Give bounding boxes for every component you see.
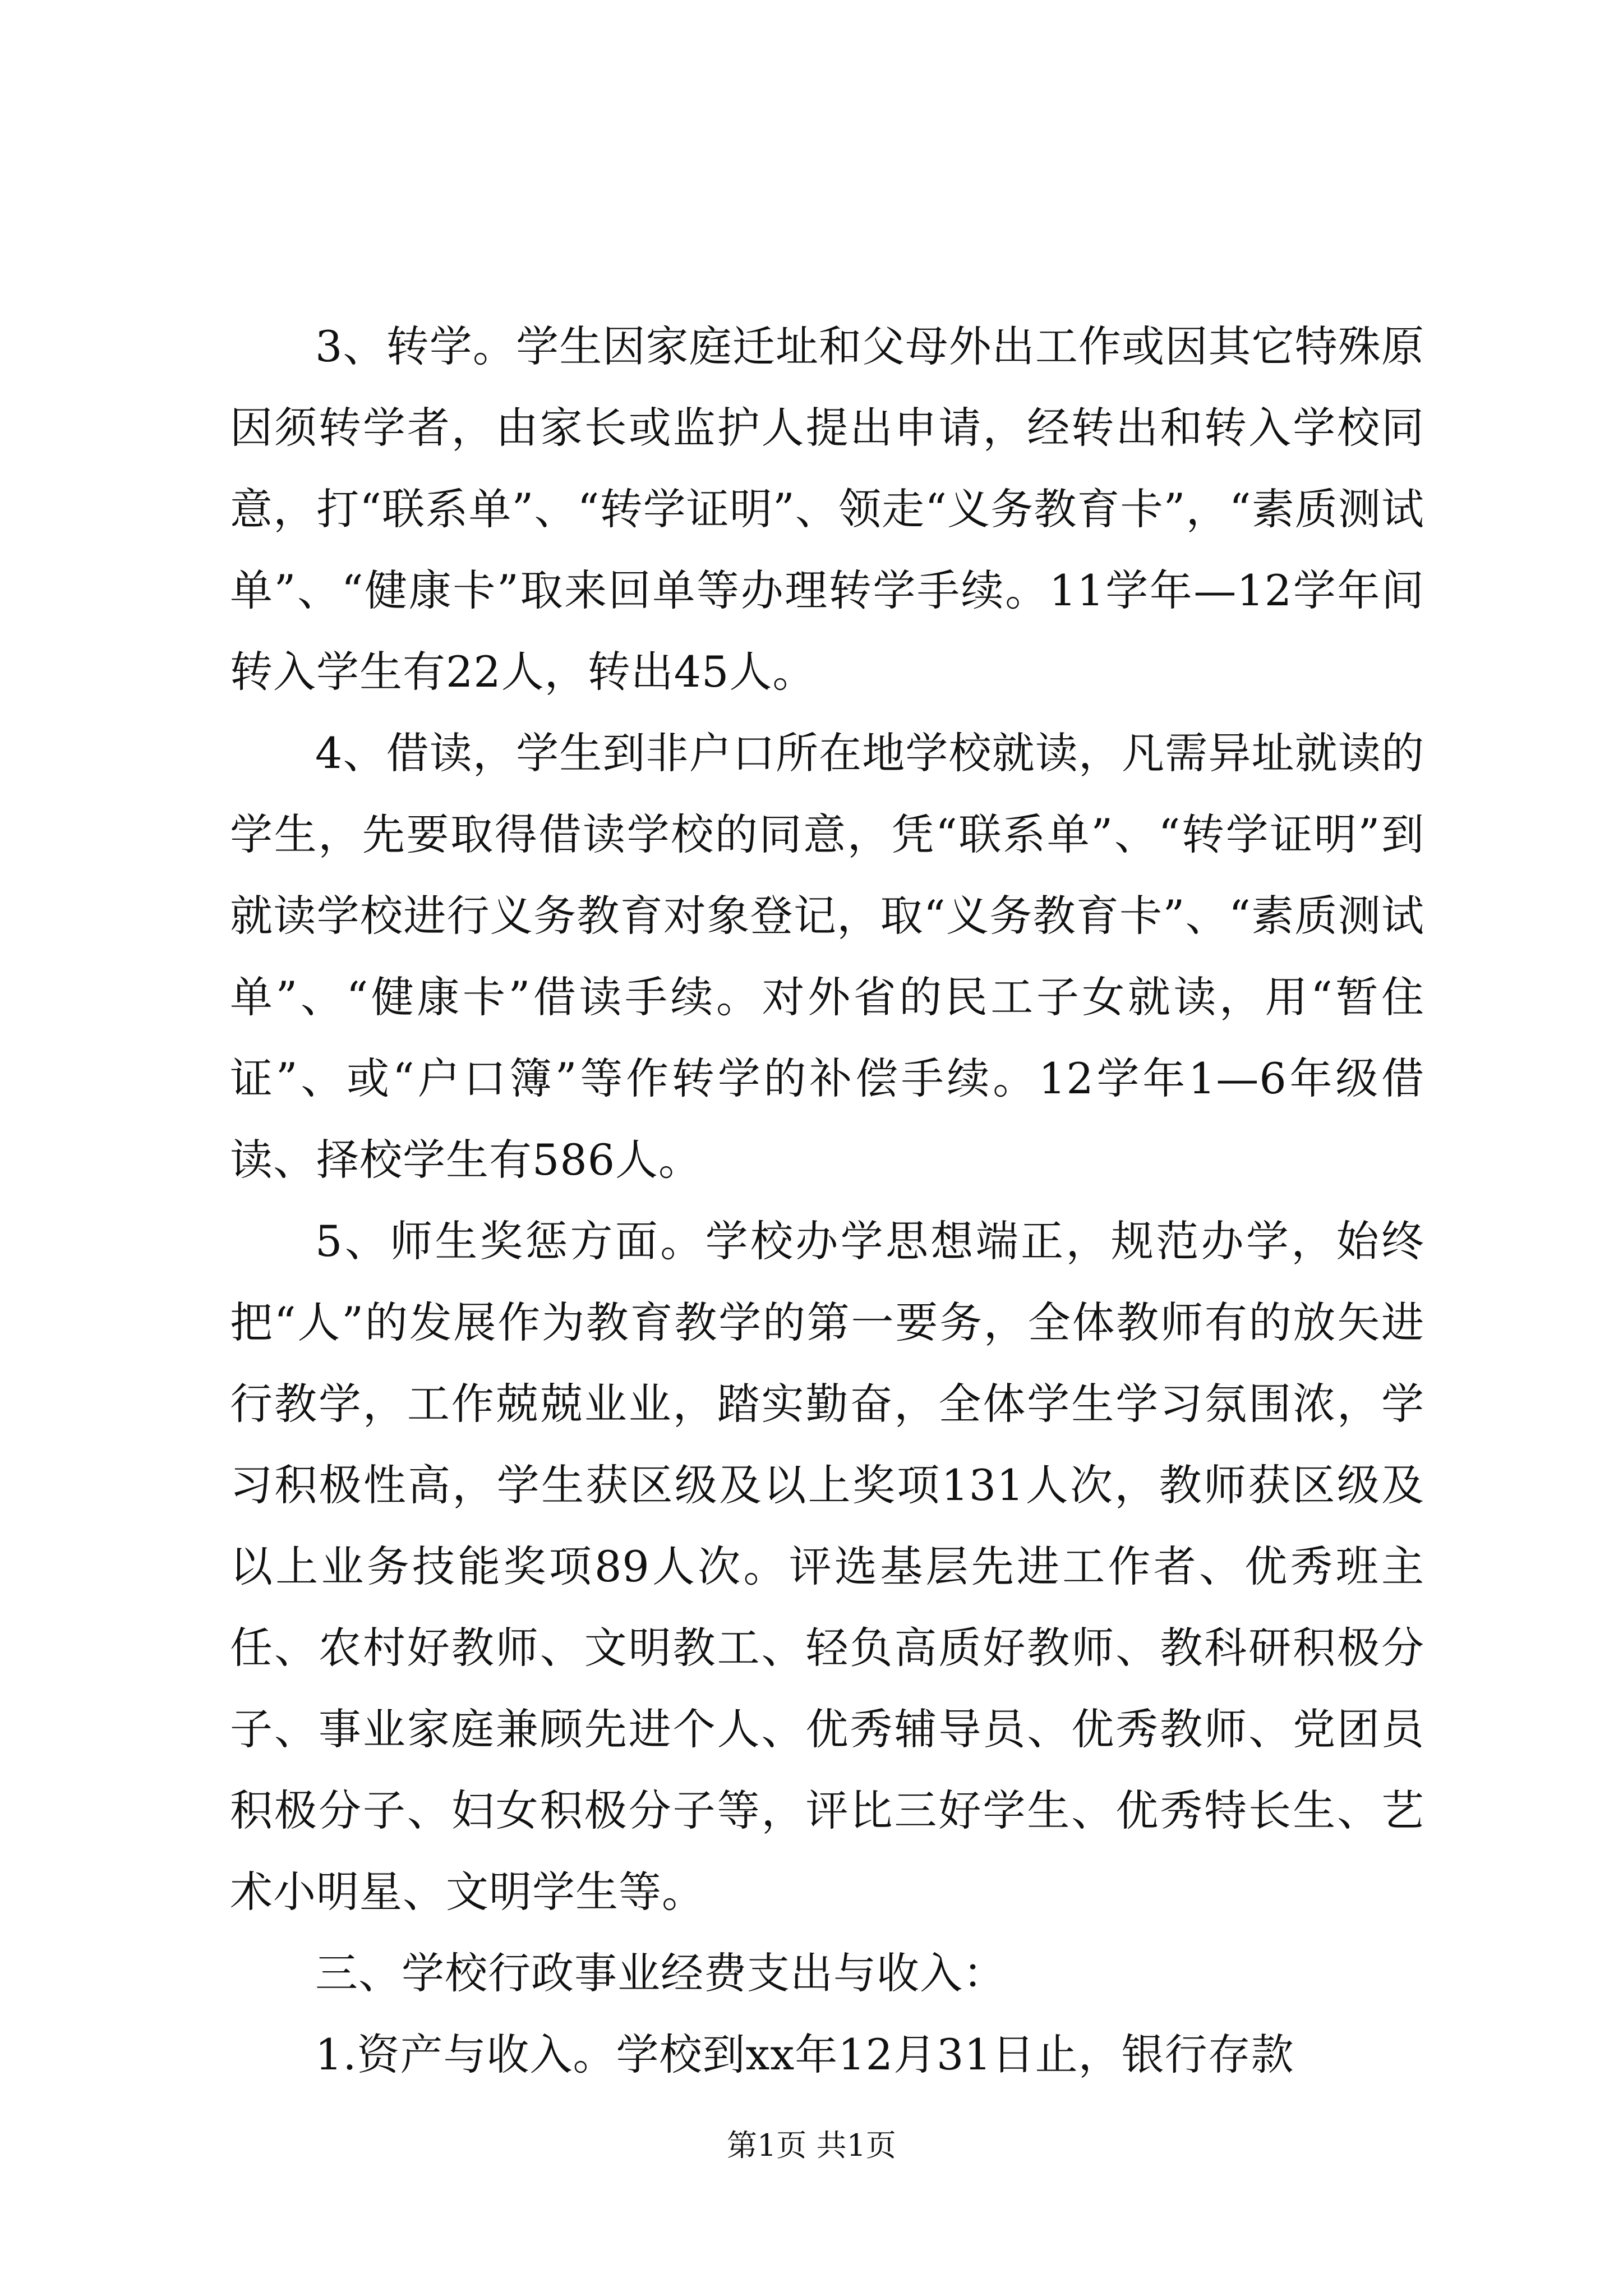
paragraph-assets: 1.资产与收入。学校到xx年12月31日止，银行存款 <box>315 2030 1294 2079</box>
section-heading-funding: 三、学校行政事业经费支出与收入： <box>315 1948 1006 1998</box>
paragraph-transfer: 3、转学。学生因家庭迁址和父母外出工作或因其它特殊原因须转学者，由家长或监护人提出申请，经转出和转入学校同意，打“联系单”、“转学证明”、领走“义务教育卡”，“素质测试单”、“健康卡”取来回单等办理转学手续。11学年—12学年间转入学生有22人，转出45人。 <box>230 321 1424 697</box>
paragraph-rewards: 5、师生奖惩方面。学校办学思想端正，规范办学，始终把“人”的发展作为教育教学的第一要务，全体教师有的放矢进行教学，工作兢兢业业，踏实勤奋，全体学生学习氛围浓，学习积极性高，学生获区级及以上奖项131人次，教师获区级及以上业务技能奖项89人次。评选基层先进工作者、优秀班主任、农村好教师、文明教工、轻负高质好教师、教科研积极分子、事业家庭兼顾先进个人、优秀辅导员、优秀教师、党团员积极分子、妇女积极分子等，评比三好学生、优秀特长生、艺术小明星、文明学生等。 <box>230 1216 1424 1917</box>
document-body <box>230 306 1424 2095</box>
page-footer: 第1页 共1页 <box>727 2128 896 2163</box>
paragraph-borrow-study: 4、借读，学生到非户口所在地学校就读，凡需异址就读的学生，先要取得借读学校的同意，凭“联系单”、“转学证明”到就读学校进行义务教育对象登记，取“义务教育卡”、“素质测试单”、“健康卡”借读手续。对外省的民工子女就读，用“暂住证”、或“户口簿”等作转学的补偿手续。12学年1—6年级借读、择校学生有586人。 <box>230 728 1424 1185</box>
